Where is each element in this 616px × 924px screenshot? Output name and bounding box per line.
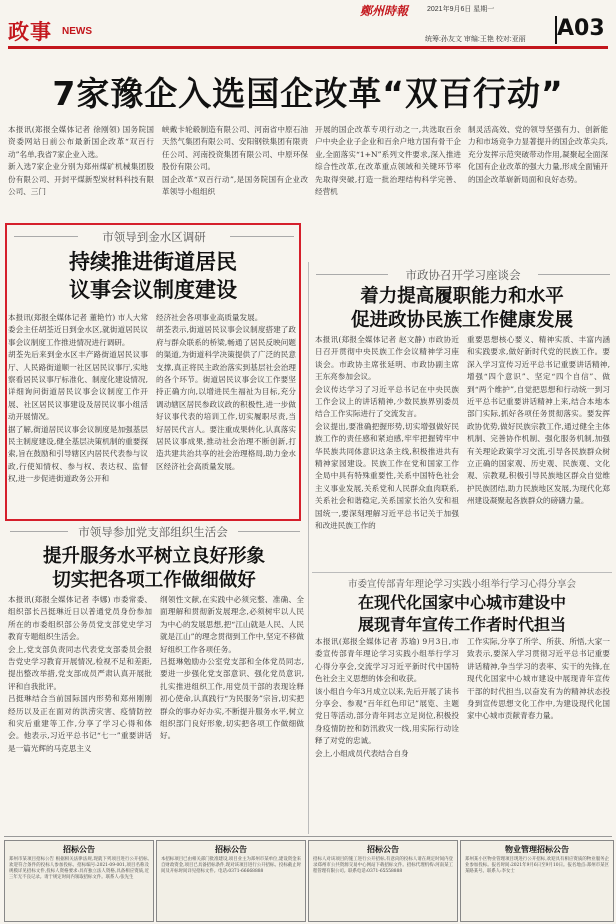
ad-body: 郑州市某项目招标公告 根据相关法律法规,现就下列项目进行公开招标,欢迎符合条件的投标人参加投标。招标编号:2021-09-001,项目名称及规模详见招标文件,投标人资格要求:具有独立法人资格,具备相应资质,近三年无不良记录。请于规定时间内领取招标文件。联系人:张先生 — [9, 857, 149, 881]
article3-col-1: 本报讯(郑报全媒体记者 李娜) 市委常委、组织部长吕挺琳近日以普通党员身份参加所在的市委组织部公务员党支部党史学习教育专题组织生活会。 会上,党支部负责同志代表党支部委员会报告党史学习教育开展情况,检视不足和差距,提出整改举措,党支部成员严肃认真开展批评和自我批评。 吕挺琳结合当前国际国内形势和郑州刚刚经历以及正在面对的洪涝灾害、疫情防控和灾后重建等工作,分享了学习心得和体会。他表示,习近平总书记“七一”重要讲话是一篇光辉的马克思主义 — [8, 595, 152, 753]
kicker-rule — [316, 274, 388, 275]
article1-col-1: 本报讯(郑报全媒体记者 董艳竹) 市人大常委会主任胡荃近日到金水区,就街道居民议事会议制度工作推进情况进行调研。 胡荃先后来到金水区丰产路街道居民议事厅、人民路街道顺一社区居民议事厅,实地察看居民议事厅标准化、制度化建设情况,详细询问街道居民议事会议制度工作开展、社区居民议事建设及居民议事小组活动开展情况。 据了解,街道居民议事会议制度是加强基层民主制度建设,健全基层决策机制的重要探索,旨在鼓励和引导辖区内居民代表参与议政,行使知情权、参与权、表达权、监督权,进一步促进街道政务公开和 — [8, 313, 148, 484]
page-number: A03 — [557, 16, 605, 41]
lead-col-3: 开展的国企改革专项行动之一,共选取百余户中央企业子企业和百余户地方国有骨干企业,全面落实“1+N”系列文件要求,深入推进综合性改革,在改革重点领域和关键环节率先取得突破,打造一批治理结构科学完善、经营机 — [315, 125, 461, 197]
article4-title-1: 在现代化国家中心城市建设中 — [357, 593, 566, 612]
ad-body: 招标人对该项目的施工进行公开招标,有意向的投标人请在规定时间内登录郑州市公共资源交易中心网站下载招标文件。招标代理机构:河南某工程管理有限公司。联系电话:0371-65558888 — [313, 857, 453, 875]
editor-credits: 统筹:孙友文 审编:王艳 校对:亚丽 — [425, 36, 526, 43]
column-divider — [308, 262, 309, 834]
article2-col-2: 重要思想核心要义、精神实质、丰富内涵和实践要求,做好新时代党的民族工作。要深入学习宣传习近平总书记重要讲话精神,增强“四个意识”、坚定“四个自信”、做到“两个维护”,自觉把思想和行动统一到习近平总书记重要讲话精神上来,结合本地本部门实际,抓好各项任务贯彻落实。要发挥政协优势,做好民族宗教工作,通过健全主体机制、完善协作机制、强化服务机制,加强有关理论政策学习交流,引导各民族群众树立正确的国家观、历史观、民族观、文化观、宗教观,积极引导民族地区群众自觉维护民族团结,助力民族地区发展,为现代化郑州建设凝聚起各族群众的磅礴力量。 — [467, 335, 610, 506]
article4-col-2: 工作实际,分享了所学、所获、所悟,大家一致表示,要深入学习贯彻习近平总书记重要讲话精神,争当学习的表率、实干的先锋,在现代化国家中心城市建设中展现青年宣传干部的时代担当,以奋发有为的精神状态投身到宣传思想文化工作中,为建设现代化国家中心城市贡献青春力量。 — [467, 637, 610, 721]
ad-body: 本招标项目已由相关部门批准建设,项目业主为郑州市某单位,建设资金来自财政资金,项目已具备招标条件,现对该项目进行公开招标。投标截止时间及开标时间详见招标文件。电话:0371-66668888 — [161, 857, 301, 875]
ad-tender-1 — [4, 840, 154, 922]
section-title-en: NEWS — [62, 26, 92, 37]
article4-col-1: 本报讯(郑报全媒体记者 苏瑜) 9月3日,市委宣传部青年理论学习实践小组举行学习心得分享会,交流学习习近平新时代中国特色社会主义思想的体会和收获。 该小组自今年3月成立以来,先后开展了读书分享会、参观“百年红色印记”展览、主题党日等活动,部分青年同志立足岗位,积极投身疫情防控和防汛救灾一线,用实际行动诠释了对党的忠诚。 会上,小组成员代表结合自身 — [315, 637, 459, 758]
section-rule — [312, 572, 612, 573]
ad-title: 招标公告 — [215, 845, 247, 854]
kicker-rule — [238, 531, 300, 532]
article2-col-1: 本报讯(郑报全媒体记者 赵文静) 市政协近日召开贯彻中央民族工作会议精神学习座谈会。市政协主席张延明、市政协副主席王东亮参加会议。 会议传达学习了习近平总书记在中央民族工作会议上的讲话精神,少数民族界别委员结合工作实际进行了交流发言。 会议提出,要准确把握形势,切实增强做好民族工作的责任感和紧迫感,牢牢把握铸牢中华民族共同体意识这条主线,积极推进共有精神家园建设。民族工作在党和国家工作全局中具有特殊重要性,关系中国特色社会主义事业发展,关系党和人民群众血肉联系,关系社会和谐稳定,关系国家长治久安和祖国统一,要深刻理解习近平总书记关于加强和改进民族工作的 — [315, 335, 459, 531]
lead-col-4: 制灵活高效、党的领导坚强有力、创新能力和市场竞争力显著提升的国企改革尖兵,充分发挥示范突破带动作用,凝聚起全面深化国有企业改革的强大力量,形成全面铺开的国企改革崭新局面和良好态势。 — [468, 125, 608, 184]
article1-title-1: 持续推进街道居民 — [69, 250, 237, 274]
ad-body: 郑州某小区物业管理项目现进行公开招标,欢迎具有相应资质的物业服务企业参加投标。报名时间:2021年9月6日至9月10日。报名地点:郑州市某区某路某号。联系人:李女士 — [465, 857, 609, 875]
article3-title-2: 切实把各项工作做细做好 — [52, 570, 256, 591]
issue-date: 2021年9月6日 星期一 — [427, 6, 495, 13]
article1-kicker: 市领导到金水区调研 — [102, 230, 206, 244]
newspaper-logo: 鄭州時報 — [360, 4, 409, 18]
article3-title-1: 提升服务水平树立良好形象 — [42, 546, 265, 567]
lead-col-1: 本报讯(郑报全媒体记者 徐刚领) 国务院国资委网站日前公布最新国企改革“双百行动”名单,我省7家企业入选。 新入选7家企业分别为郑州煤矿机械集团股份有限公司、开封平煤新型炭材料科技有限公司、三门 — [8, 125, 154, 197]
kicker-rule — [230, 236, 294, 237]
header-rule — [8, 46, 608, 49]
article3-kicker: 市领导参加党支部组织生活会 — [78, 525, 228, 539]
ad-tender-3 — [308, 840, 458, 922]
section-title: 政事 — [8, 20, 52, 44]
lead-col-2: 峡戴卡轮毂制造有限公司、河南省中原石油天然气集团有限公司、安阳钢铁集团有限责任公司、河南投资集团有限公司、中原环保股份有限公司。 国企改革“双百行动”,是国务院国有企业改革领导小组组织 — [162, 125, 308, 197]
ad-title: 招标公告 — [63, 845, 95, 854]
masthead — [0, 0, 616, 50]
article1-col-2: 经济社会各项事业高质量发展。 胡荃表示,街道居民议事会议制度搭建了政府与群众联系的桥梁,畅通了居民反映问题的渠道,为街道科学决策提供了广泛的民意支撑,真正将民主政治落实到基层社会治理的各个环节。街道居民议事会议工作要坚持正确方向,以增进民生福祉为目标,充分调动辖区居民参政议政的积极性,进一步做好议事代表的培训工作,切实履职尽责,当好居民代言人。要注重成果转化,认真落实居民议事成果,推动社会治理不断创新,打造共建共治共享的社会治理格局,助力金水区经济社会高质量发展。 — [156, 313, 296, 471]
article3-col-2: 纲领性文献,在实践中必须完整、准确、全面理解和贯彻新发展理念,必须树牢以人民为中心的发展思想,把“江山就是人民、人民就是江山”的理念贯彻到工作中,坚定不移做好组织工作各项任务。 吕挺琳勉励办公室党支部和全体党员同志,要进一步强化党支部意识、强化党员意识,扎实推进组织工作,用党员干部的表现诠释初心使命,认真践行“为民服务”宗旨,切实把群众的事办好办实,不断提升服务水平,树立组织部门良好形象,切实把各项工作做细做好。 — [160, 595, 304, 741]
article2-title-2: 促进政协民族工作健康发展 — [350, 310, 573, 331]
ads-rule — [4, 836, 612, 837]
ad-tender-2 — [156, 840, 306, 922]
ad-property — [460, 840, 614, 922]
article2-title-1: 着力提高履职能力和水平 — [360, 286, 564, 307]
kicker-rule — [538, 274, 610, 275]
article4-title-2: 展现青年宣传工作者时代担当 — [357, 615, 566, 634]
ad-title: 招标公告 — [367, 845, 399, 854]
article1-title-2: 议事会议制度建设 — [69, 278, 237, 302]
article2-kicker: 市政协召开学习座谈会 — [405, 268, 521, 282]
lead-headline: 7家豫企入选国企改革“双百行动” — [52, 74, 564, 113]
article4-kicker: 市委宣传部青年理论学习实践小组举行学习心得分享会 — [347, 579, 576, 590]
ad-title: 物业管理招标公告 — [505, 845, 569, 854]
kicker-rule — [10, 531, 68, 532]
kicker-rule — [14, 236, 78, 237]
